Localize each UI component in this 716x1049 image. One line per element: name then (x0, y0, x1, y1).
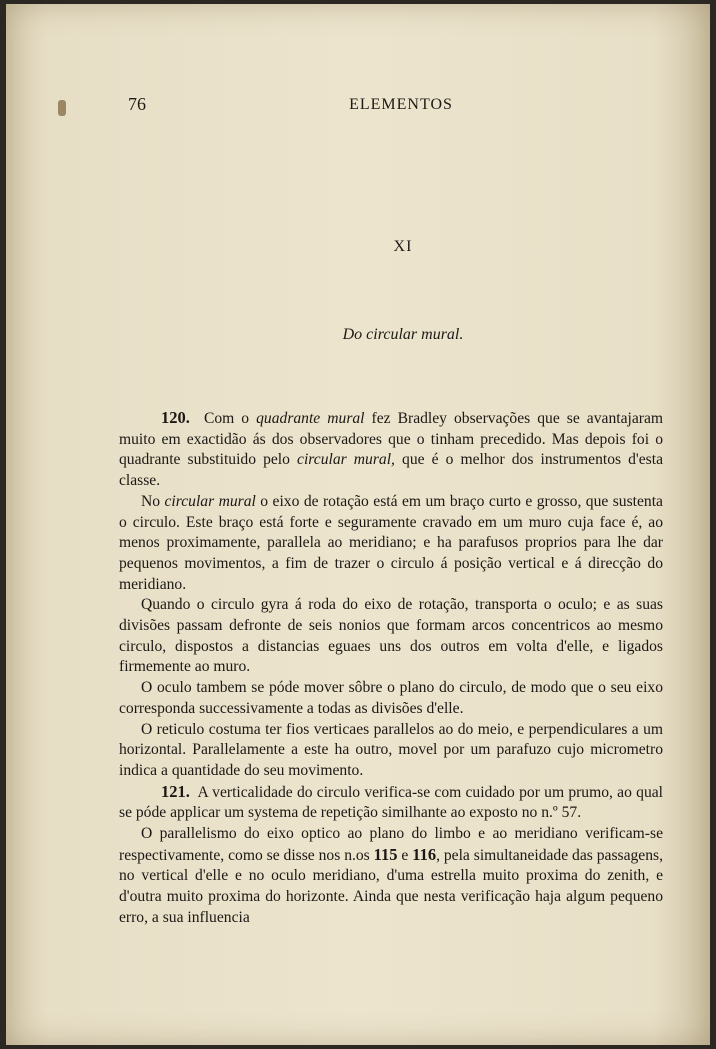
emphasis: circular mural (164, 492, 256, 510)
paragraph-number: 120. (161, 408, 190, 427)
text-segment: o eixo de rotação está em um braço curto e grosso, que sustenta o circulo. Este braço está forte e seguramente cravado em um muro cuja face é, ao menos proximamente, parallela ao meridiano; e ha parafusos proprios para lhe dar pequenos movimentos, a fim de trazer o circulo á posição vertical e á direcção do meridiano. (119, 492, 663, 593)
text-segment: O parallelismo do eixo optico ao plano do limbo e ao meridiano verificam-se respectivamente, como se disse nos n.os (119, 825, 663, 864)
running-title: ELEMENTOS (349, 96, 453, 113)
paragraph-reticulo: O reticulo costuma ter fios verticaes parallelos ao do meio, e perpendiculares a um horizontal. Parallelamente a este ha outro, movel por um parafuzo cujo micrometro indica a quantidade do seu movimento. (119, 720, 663, 779)
section-number: XI (393, 238, 413, 255)
emphasis: circular mural, (297, 451, 395, 469)
text-segment: , pela simultaneidade das passagens, no vertical d'elle e no oculo meridiano, d'uma estrella muito proxima do zenith, e d'outra muito proxima do horizonte. Ainda que nesta verificação haja algum pequeno erro, a sua influencia (119, 846, 663, 926)
book-page (6, 4, 710, 1045)
paragraph-rotation: Quando o circulo gyra á roda do eixo de rotação, transporta o oculo; e as suas divisões passam defronte de seis nonios que formam arcos concentricos ao mesmo circulo, dispostos a distancias eguaes uns dos outros em volta d'elle, e ligados firmemente ao muro. (119, 596, 663, 676)
body-text (119, 408, 663, 929)
page-header (6, 92, 710, 122)
paragraph-circular-mural (119, 492, 663, 596)
text-segment: A verticalidade do circulo verifica-se com cuidado por um prumo, ao qual se póde applicar um systema de repetição similhante ao exposto no n.º 57. (119, 783, 664, 822)
paragraph-number: 121. (161, 781, 190, 801)
paragraph-121 (119, 782, 663, 824)
paragraph-120 (119, 408, 663, 492)
text-segment: fez Bradley observações que se avantajaram muito em exactidão ás dos observadores que o tinham precedido. Mas depois foi o quadrante substituido pelo (119, 410, 663, 469)
section-title: Do circular mural. (342, 326, 464, 343)
text-segment: Com o (203, 410, 257, 427)
text-segment: e (397, 846, 413, 864)
text-segment: que é o melhor dos instrumentos d'esta classe. (119, 451, 663, 490)
paragraph-parallelismo (119, 824, 663, 929)
paragraph-reference: 116 (412, 844, 437, 864)
page-number: 76 (128, 94, 146, 114)
paragraph-reference: 115 (373, 844, 398, 864)
text-segment: No (141, 492, 165, 510)
emphasis: quadrante mural (256, 410, 365, 427)
paragraph-oculo: O oculo tambem se póde mover sôbre o plano do circulo, de modo que o seu eixo corresponda successivamente a todas as divisões d'elle. (119, 679, 663, 717)
